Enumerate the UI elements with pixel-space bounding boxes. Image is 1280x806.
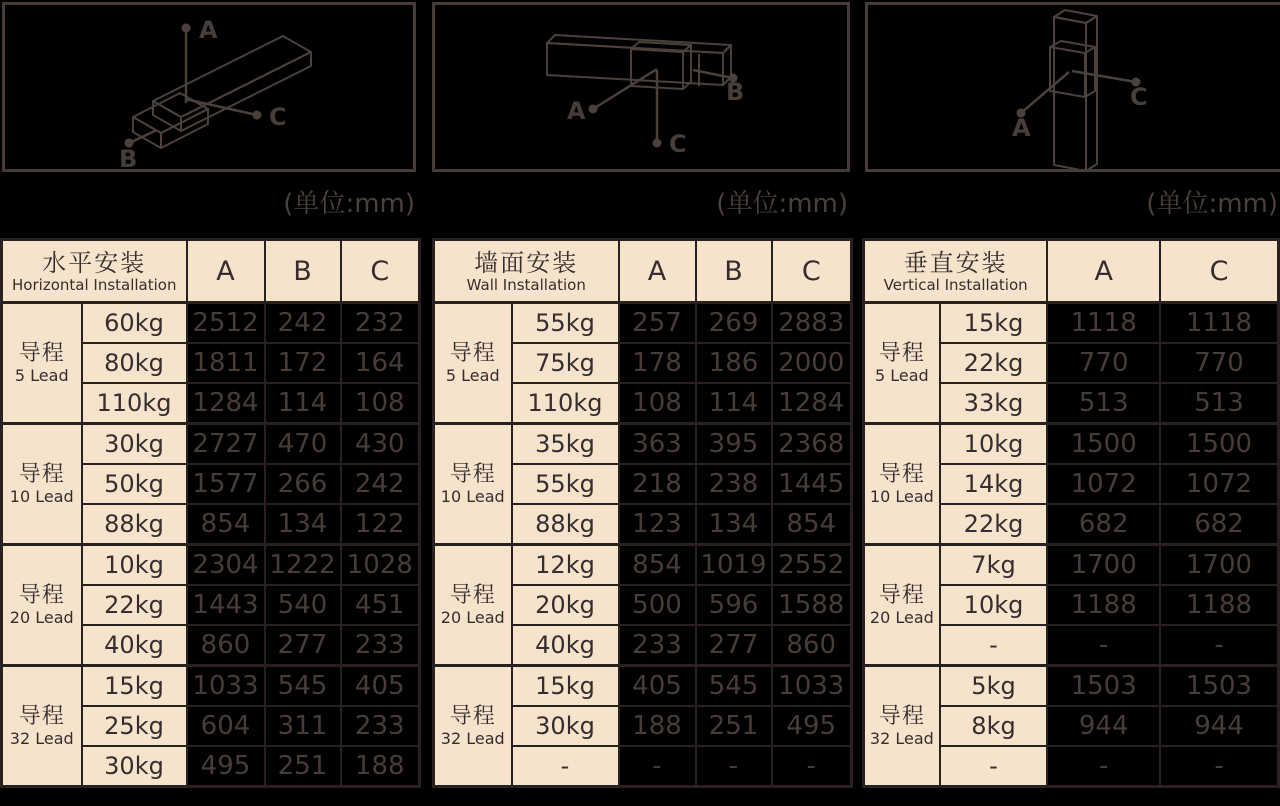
point-a-dot — [182, 24, 191, 33]
value-cell: 1811 — [187, 343, 265, 383]
lead-cell: 导程 20 Lead — [434, 545, 512, 666]
load-cell: 8kg — [940, 706, 1048, 746]
load-cell: 10kg — [940, 424, 1048, 465]
value-cell: 1188 — [1047, 585, 1160, 625]
point-b-label: B — [119, 145, 138, 169]
value-cell: 1072 — [1047, 464, 1160, 504]
value-cell: 500 — [619, 585, 696, 625]
vertical-installation-diagram — [865, 2, 1280, 172]
value-cell: 430 — [341, 424, 420, 465]
value-cell: - — [1047, 625, 1160, 666]
load-cell: 40kg — [82, 625, 187, 666]
value-cell: 860 — [187, 625, 265, 666]
value-cell: 545 — [265, 666, 341, 707]
value-cell: 470 — [265, 424, 341, 465]
value-cell: 1500 — [1047, 424, 1160, 465]
lead-cell: 导程 32 Lead — [2, 666, 82, 787]
column-header-c: C — [772, 240, 852, 303]
value-cell: 123 — [619, 504, 696, 545]
point-a-label: A — [567, 97, 586, 125]
lead-cell: 导程 10 Lead — [2, 424, 82, 545]
value-cell: 1072 — [1160, 464, 1278, 504]
value-cell: 1445 — [772, 464, 852, 504]
value-cell: 277 — [696, 625, 772, 666]
value-cell: 1019 — [696, 545, 772, 586]
wall-table-title: 墙面安装 Wall Installation — [434, 240, 619, 303]
lead-cell: 导程 5 Lead — [864, 303, 940, 424]
lead-cell: 导程 32 Lead — [864, 666, 940, 787]
table-row — [2, 666, 420, 707]
load-cell: 50kg — [82, 464, 187, 504]
value-cell: - — [619, 746, 696, 787]
load-cell: 12kg — [512, 545, 619, 586]
load-cell: 15kg — [82, 666, 187, 707]
value-cell: 238 — [696, 464, 772, 504]
value-cell: 1188 — [1160, 585, 1278, 625]
load-cell: 25kg — [82, 706, 187, 746]
load-cell: 55kg — [512, 303, 619, 344]
value-cell: 134 — [265, 504, 341, 545]
value-cell: 944 — [1160, 706, 1278, 746]
column-header-b: B — [265, 240, 341, 303]
value-cell: 854 — [772, 504, 852, 545]
load-cell: 15kg — [512, 666, 619, 707]
value-cell: 545 — [696, 666, 772, 707]
value-cell: 1284 — [187, 383, 265, 424]
lead-cell: 导程 32 Lead — [434, 666, 512, 787]
value-cell: 1222 — [265, 545, 341, 586]
load-cell: 30kg — [512, 706, 619, 746]
value-cell: - — [772, 746, 852, 787]
value-cell: 2000 — [772, 343, 852, 383]
value-cell: 188 — [341, 746, 420, 787]
point-c-label: C — [669, 130, 687, 158]
unit-label: (单位:mm) — [716, 189, 848, 219]
load-cell: 30kg — [82, 424, 187, 465]
value-cell: 2727 — [187, 424, 265, 465]
unit-label: (单位:mm) — [1146, 189, 1278, 219]
value-cell: 2512 — [187, 303, 265, 344]
column-header-b: B — [696, 240, 772, 303]
horizontal-installation-table — [0, 238, 421, 788]
value-cell: 172 — [265, 343, 341, 383]
wall-installation-table — [432, 238, 853, 788]
load-cell: 30kg — [82, 746, 187, 787]
table-row — [864, 303, 1279, 344]
load-cell: 20kg — [512, 585, 619, 625]
load-cell: 88kg — [512, 504, 619, 545]
load-cell: - — [512, 746, 619, 787]
value-cell: 1443 — [187, 585, 265, 625]
load-cell: 80kg — [82, 343, 187, 383]
value-cell: 682 — [1047, 504, 1160, 545]
value-cell: 495 — [187, 746, 265, 787]
load-cell: 10kg — [82, 545, 187, 586]
value-cell: 251 — [696, 706, 772, 746]
value-cell: 395 — [696, 424, 772, 465]
load-cell: 75kg — [512, 343, 619, 383]
column-header-a: A — [187, 240, 265, 303]
lead-cell: 导程 5 Lead — [434, 303, 512, 424]
table-row — [864, 424, 1279, 465]
value-cell: 1028 — [341, 545, 420, 586]
load-cell: 22kg — [940, 343, 1048, 383]
horizontal-installation-diagram — [2, 2, 416, 172]
load-cell: 35kg — [512, 424, 619, 465]
table-row — [2, 303, 420, 344]
vertical-table-title: 垂直安装 Vertical Installation — [864, 240, 1048, 303]
table-row — [2, 545, 420, 586]
table-row — [864, 545, 1279, 586]
table-row — [434, 303, 852, 344]
value-cell: 233 — [619, 625, 696, 666]
load-cell: 33kg — [940, 383, 1048, 424]
value-cell: 682 — [1160, 504, 1278, 545]
point-a-label: A — [199, 16, 218, 44]
column-header-c: C — [1160, 240, 1278, 303]
value-cell: 186 — [696, 343, 772, 383]
value-cell: 233 — [341, 625, 420, 666]
lead-cell: 导程 20 Lead — [864, 545, 940, 666]
value-cell: 1503 — [1047, 666, 1160, 707]
lead-cell: 导程 20 Lead — [2, 545, 82, 666]
load-cell: 7kg — [940, 545, 1048, 586]
value-cell: 540 — [265, 585, 341, 625]
value-cell: - — [696, 746, 772, 787]
value-cell: 122 — [341, 504, 420, 545]
value-cell: 1588 — [772, 585, 852, 625]
value-cell: 242 — [265, 303, 341, 344]
load-cell: 110kg — [82, 383, 187, 424]
value-cell: 1700 — [1160, 545, 1278, 586]
load-cell: 22kg — [940, 504, 1048, 545]
vertical-installation-table — [862, 238, 1280, 788]
load-cell: 15kg — [940, 303, 1048, 344]
value-cell: 451 — [341, 585, 420, 625]
table-row — [434, 666, 852, 707]
table-row — [864, 666, 1279, 707]
value-cell: 134 — [696, 504, 772, 545]
value-cell: 2552 — [772, 545, 852, 586]
vertical-rail-drawing — [868, 5, 1280, 169]
column-header-a: A — [1047, 240, 1160, 303]
value-cell: 363 — [619, 424, 696, 465]
load-cell: 60kg — [82, 303, 187, 344]
value-cell: 1500 — [1160, 424, 1278, 465]
horizontal-table-title: 水平安装 Horizontal Installation — [2, 240, 187, 303]
load-cell: 40kg — [512, 625, 619, 666]
value-cell: 405 — [619, 666, 696, 707]
value-cell: 242 — [341, 464, 420, 504]
load-cell: 55kg — [512, 464, 619, 504]
value-cell: 277 — [265, 625, 341, 666]
value-cell: - — [1047, 746, 1160, 787]
value-cell: 405 — [341, 666, 420, 707]
value-cell: 1284 — [772, 383, 852, 424]
point-c-label: C — [1130, 83, 1148, 111]
load-cell: 22kg — [82, 585, 187, 625]
lead-cell: 导程 10 Lead — [864, 424, 940, 545]
value-cell: 2883 — [772, 303, 852, 344]
horizontal-rail-drawing — [5, 5, 413, 169]
value-cell: 596 — [696, 585, 772, 625]
value-cell: 188 — [619, 706, 696, 746]
value-cell: 495 — [772, 706, 852, 746]
load-cell: 110kg — [512, 383, 619, 424]
value-cell: 604 — [187, 706, 265, 746]
value-cell: 513 — [1047, 383, 1160, 424]
value-cell: 108 — [341, 383, 420, 424]
value-cell: 2368 — [772, 424, 852, 465]
value-cell: 1033 — [772, 666, 852, 707]
point-b-label: B — [726, 78, 745, 106]
value-cell: 233 — [341, 706, 420, 746]
load-cell: 14kg — [940, 464, 1048, 504]
lead-cell: 导程 5 Lead — [2, 303, 82, 424]
value-cell: 770 — [1047, 343, 1160, 383]
column-header-a: A — [619, 240, 696, 303]
value-cell: 266 — [265, 464, 341, 504]
unit-label: (单位:mm) — [283, 189, 415, 219]
point-a-label: A — [1012, 114, 1031, 142]
value-cell: 770 — [1160, 343, 1278, 383]
point-c-dot — [253, 111, 262, 120]
load-cell: - — [940, 746, 1048, 787]
value-cell: 1033 — [187, 666, 265, 707]
value-cell: 257 — [619, 303, 696, 344]
load-cell: 88kg — [82, 504, 187, 545]
value-cell: 232 — [341, 303, 420, 344]
table-row — [2, 424, 420, 465]
point-c-label: C — [269, 103, 287, 131]
value-cell: 114 — [265, 383, 341, 424]
value-cell: 513 — [1160, 383, 1278, 424]
load-cell: 10kg — [940, 585, 1048, 625]
value-cell: 1503 — [1160, 666, 1278, 707]
column-header-c: C — [341, 240, 420, 303]
load-cell: - — [940, 625, 1048, 666]
point-c-dot — [653, 139, 662, 148]
value-cell: 251 — [265, 746, 341, 787]
table-row — [434, 424, 852, 465]
value-cell: - — [1160, 625, 1278, 666]
value-cell: 860 — [772, 625, 852, 666]
value-cell: 944 — [1047, 706, 1160, 746]
value-cell: 2304 — [187, 545, 265, 586]
value-cell: 854 — [619, 545, 696, 586]
value-cell: 311 — [265, 706, 341, 746]
point-a-dot — [589, 105, 598, 114]
load-cell: 5kg — [940, 666, 1048, 707]
value-cell: - — [1160, 746, 1278, 787]
value-cell: 1118 — [1047, 303, 1160, 344]
lead-cell: 导程 10 Lead — [434, 424, 512, 545]
value-cell: 178 — [619, 343, 696, 383]
value-cell: 854 — [187, 504, 265, 545]
wall-rail-drawing — [435, 5, 847, 169]
value-cell: 108 — [619, 383, 696, 424]
value-cell: 1700 — [1047, 545, 1160, 586]
value-cell: 269 — [696, 303, 772, 344]
wall-installation-diagram — [432, 2, 850, 172]
value-cell: 1118 — [1160, 303, 1278, 344]
value-cell: 218 — [619, 464, 696, 504]
value-cell: 164 — [341, 343, 420, 383]
value-cell: 1577 — [187, 464, 265, 504]
value-cell: 114 — [696, 383, 772, 424]
table-row — [434, 545, 852, 586]
